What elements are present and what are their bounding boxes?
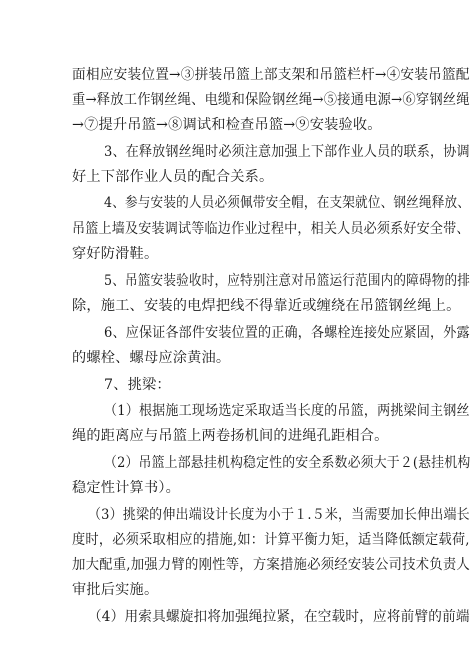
text-line: 度时，必须采取相应的措施,如：计算平衡力矩，适当降低额定载荷,: [72, 532, 470, 548]
text-line: 稳定性计算书）。: [72, 480, 181, 496]
text-line: 审批后实施。: [72, 582, 159, 598]
text-line: （4）用索具螺旋扣将加强绳拉紧，在空载时，应将前臂的前端: [88, 609, 470, 625]
text-line: 3、在释放钢丝绳时必须注意加强上下部作业人员的联系，协调: [104, 144, 470, 160]
text-line: 加大配重,加强力臂的刚性等，方案措施必须经安装公司技术负责人: [72, 557, 470, 573]
text-line: 面相应安装位置→③拼装吊篮上部支架和吊篮栏杆→④安装吊篮配: [72, 67, 470, 83]
text-line: 吊篮上墙及安装调试等临边作业过程中，相关人员必须系好安全带、: [72, 221, 470, 237]
text-line: 绳的距离应与吊篮上两卷扬机间的进绳孔距相合。: [72, 428, 389, 444]
text-line: （3）挑梁的伸出端设计长度为小于１.５米，当需要加长伸出端长: [88, 507, 470, 523]
text-line: 的螺栓、螺母应涂黄油。: [72, 350, 231, 366]
text-line: 7、挑梁：: [104, 377, 171, 393]
text-line: 除，施工、安装的电焊把线不得靠近或缠绕在吊篮钢丝绳上。: [72, 298, 461, 314]
text-line: 5、吊篮安装验收时，应特别注意对吊篮运行范围内的障碍物的排: [104, 273, 471, 289]
text-line: （2）吊篮上部悬挂机构稳定性的安全系数必须大于２(悬挂机构: [104, 455, 471, 471]
text-line: 4、参与安装的人员必须佩带安全帽，在支架就位、钢丝绳释放、: [104, 195, 471, 211]
text-line: 好上下部作业人员的配合关系。: [72, 169, 274, 185]
text-line: →⑦提升吊篮→⑧调试和检查吊篮→⑨安装验收。: [72, 117, 382, 133]
text-line: 重→释放工作钢丝绳、电缆和保险钢丝绳→⑤接通电源→⑥穿钢丝绳: [72, 92, 470, 108]
text-line: （1）根据施工现场选定采取适当长度的吊篮，两挑梁间主钢丝: [104, 403, 470, 419]
text-line: 6、应保证各部件安装位置的正确，各螺栓连接处应紧固，外露: [104, 325, 470, 341]
text-line: 穿好防滑鞋。: [72, 246, 159, 262]
